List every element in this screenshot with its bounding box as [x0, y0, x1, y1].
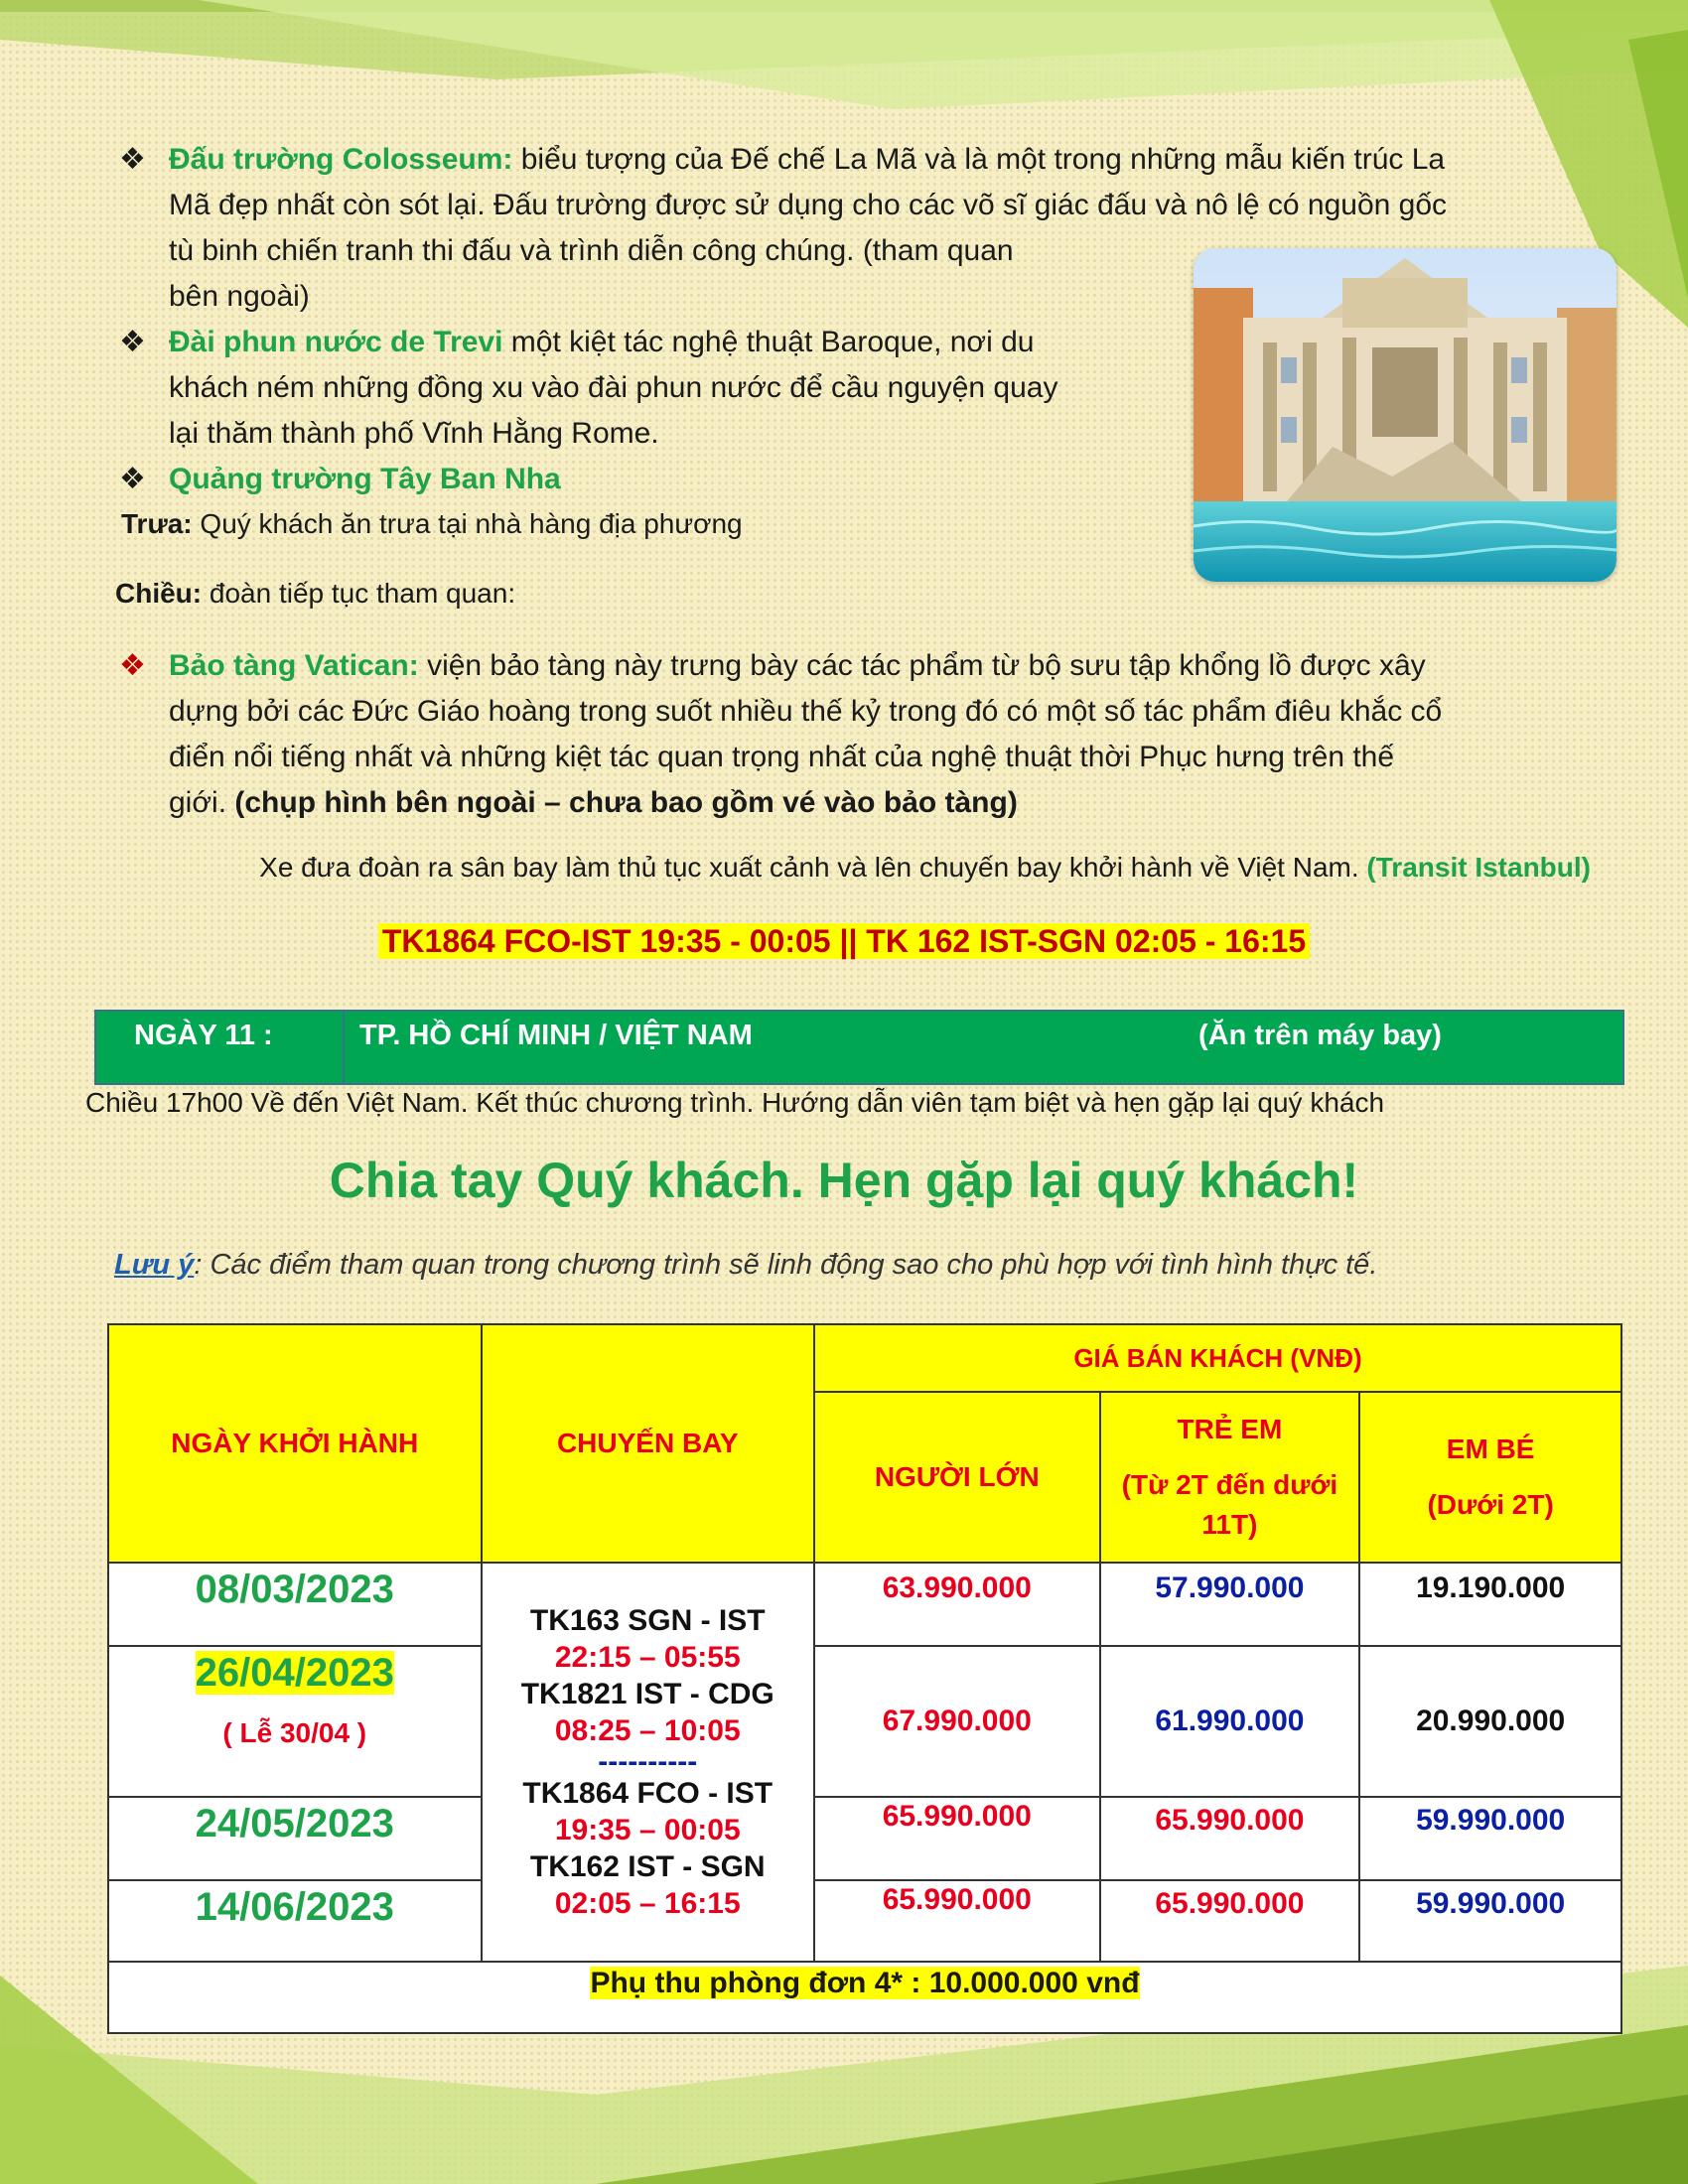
infant-price: 59.990.000	[1359, 1797, 1621, 1880]
flight-time: 19:35 – 00:05	[554, 1814, 741, 1846]
header-infant-label: EM BÉ	[1446, 1433, 1535, 1464]
header-child	[1100, 1392, 1360, 1563]
day-label: NGÀY 11 :	[134, 1020, 273, 1051]
bullet-icon: ❖	[119, 649, 146, 682]
header-flight: CHUYẾN BAY	[482, 1324, 814, 1563]
table-row	[108, 1797, 1621, 1880]
holiday-label: ( Lễ 30/04 )	[222, 1717, 367, 1748]
sight-text: bên ngoài)	[169, 280, 310, 313]
table-row	[108, 1646, 1621, 1797]
sight-trevi	[169, 320, 1167, 457]
lunch-text: Quý khách ăn trưa tại nhà hàng địa phương	[200, 508, 743, 539]
child-price: 65.990.000	[1100, 1797, 1360, 1880]
sight-text: biểu tượng của Đế chế La Mã và là một trong những mẫu kiến trúc La	[520, 143, 1446, 176]
vatican-note: (chụp hình bên ngoài – chưa bao gồm vé vào bảo tàng)	[234, 786, 1018, 819]
header-date: NGÀY KHỞI HÀNH	[108, 1324, 482, 1563]
adult-price: 67.990.000	[814, 1646, 1100, 1797]
adult-price: 65.990.000	[814, 1880, 1100, 1962]
sight-spanish-steps	[169, 457, 561, 502]
note-line	[114, 1249, 1377, 1282]
sight-title: Đấu trường Colosseum:	[169, 143, 513, 176]
sight-text: tù binh chiến tranh thi đấu và trình diễn công chúng. (tham quan	[169, 234, 1014, 267]
bullet-icon: ❖	[119, 326, 146, 358]
flight-code: TK162 IST - SGN	[529, 1850, 766, 1883]
transfer-line	[121, 852, 1591, 884]
flight-time: 08:25 – 10:05	[554, 1714, 741, 1747]
date-cell	[108, 1646, 482, 1797]
child-price: 57.990.000	[1100, 1563, 1360, 1646]
header-infant	[1359, 1392, 1621, 1563]
note-label: Lưu ý	[114, 1249, 195, 1281]
child-price: 65.990.000	[1100, 1880, 1360, 1962]
afternoon-label: Chiều:	[115, 578, 203, 609]
infant-price: 20.990.000	[1359, 1646, 1621, 1797]
date-cell: 24/05/2023	[108, 1797, 482, 1880]
day-11-description: Chiều 17h00 Về đến Việt Nam. Kết thúc chương trình. Hướng dẫn viên tạm biệt và hẹn gặp lại quý khách	[85, 1087, 1385, 1118]
date-cell: 08/03/2023	[108, 1563, 482, 1646]
flight-code: TK163 SGN - IST	[529, 1604, 766, 1637]
header-price-group: GIÁ BÁN KHÁCH (VNĐ)	[814, 1324, 1621, 1392]
header-child-label: TRẺ EM	[1177, 1414, 1283, 1444]
date-cell: 14/06/2023	[108, 1880, 482, 1962]
infant-price: 59.990.000	[1359, 1880, 1621, 1962]
trevi-fountain-photo	[1194, 248, 1617, 582]
vatican-text: viện bảo tàng này trưng bày các tác phẩm từ bộ sưu tập khổng lồ được xây	[427, 649, 1426, 682]
flight-line	[0, 923, 1688, 960]
surcharge-row	[108, 1962, 1621, 2033]
flight-separator: ----------	[598, 1745, 698, 1778]
flight-code: TK1821 IST - CDG	[520, 1678, 774, 1710]
afternoon-text: đoàn tiếp tục tham quan:	[209, 578, 516, 609]
note-text: : Các điểm tham quan trong chương trình sẽ linh động sao cho phù hợp với tình hình thực tế.	[194, 1249, 1378, 1281]
sight-title: Quảng trường Tây Ban Nha	[169, 463, 561, 495]
adult-price: 65.990.000	[814, 1797, 1100, 1880]
header-infant-note: (Dưới 2T)	[1427, 1489, 1554, 1520]
sight-text: khách ném những đồng xu vào đài phun nước để cầu nguyện quay	[169, 371, 1058, 404]
child-price: 61.990.000	[1100, 1646, 1360, 1797]
header-child-note: (Từ 2T đến dưới 11T)	[1121, 1469, 1338, 1540]
lunch-line	[121, 504, 743, 544]
farewell-heading: Chia tay Quý khách. Hẹn gặp lại quý khách!	[329, 1153, 1359, 1208]
bullet-icon: ❖	[119, 463, 146, 495]
flight-time: 02:05 – 16:15	[554, 1887, 741, 1920]
day-place: TP. HỒ CHÍ MINH / VIỆT NAM	[359, 1020, 753, 1051]
table-row	[108, 1563, 1621, 1646]
vatican-text: dựng bởi các Đức Giáo hoàng trong suốt nhiều thế kỷ trong đó có một số tác phẩm điêu khắc cổ	[169, 695, 1443, 728]
infant-price: 19.190.000	[1359, 1563, 1621, 1646]
day-11-header	[94, 1010, 1624, 1085]
flight-line-text: TK1864 FCO-IST 19:35 - 00:05 || TK 162 IST-SGN 02:05 - 16:15	[378, 923, 1310, 959]
bullet-icon: ❖	[119, 143, 146, 176]
lunch-label: Trưa:	[121, 508, 193, 539]
sight-text: lại thăm thành phố Vĩnh Hằng Rome.	[169, 417, 659, 450]
flight-time: 22:15 – 05:55	[554, 1641, 741, 1674]
table-row	[108, 1880, 1621, 1962]
flight-cell	[482, 1563, 814, 1962]
surcharge-cell	[108, 1962, 1621, 2033]
sight-text: Mã đẹp nhất còn sót lại. Đấu trường được sử dụng cho các võ sĩ giác đấu và nô lệ có nguồn gốc	[169, 189, 1448, 221]
vatican-text: giới.	[169, 786, 227, 819]
sight-text: một kiệt tác nghệ thuật Baroque, nơi du	[510, 326, 1035, 358]
transfer-text: Xe đưa đoàn ra sân bay làm thủ tục xuất cảnh và lên chuyến bay khởi hành về Việt Nam.	[259, 852, 1359, 883]
sight-title: Đài phun nước de Trevi	[169, 326, 503, 358]
adult-price: 63.990.000	[814, 1563, 1100, 1646]
date-text: 26/04/2023	[195, 1651, 394, 1695]
vatican-text: điển nổi tiếng nhất và những kiệt tác quan trọng nhất của nghệ thuật thời Phục hưng trên thế	[169, 741, 1395, 773]
vatican-title: Bảo tàng Vatican:	[169, 649, 419, 682]
day-meal: (Ăn trên máy bay)	[1198, 1020, 1442, 1051]
flight-code: TK1864 FCO - IST	[522, 1777, 774, 1810]
price-table	[107, 1323, 1622, 2034]
afternoon-line	[115, 574, 515, 614]
surcharge-text: Phụ thu phòng đơn 4* : 10.000.000 vnđ	[590, 1967, 1140, 1999]
transit-text: (Transit Istanbul)	[1366, 852, 1591, 883]
header-adult: NGƯỜI LỚN	[814, 1392, 1100, 1563]
sight-vatican	[169, 643, 1591, 826]
